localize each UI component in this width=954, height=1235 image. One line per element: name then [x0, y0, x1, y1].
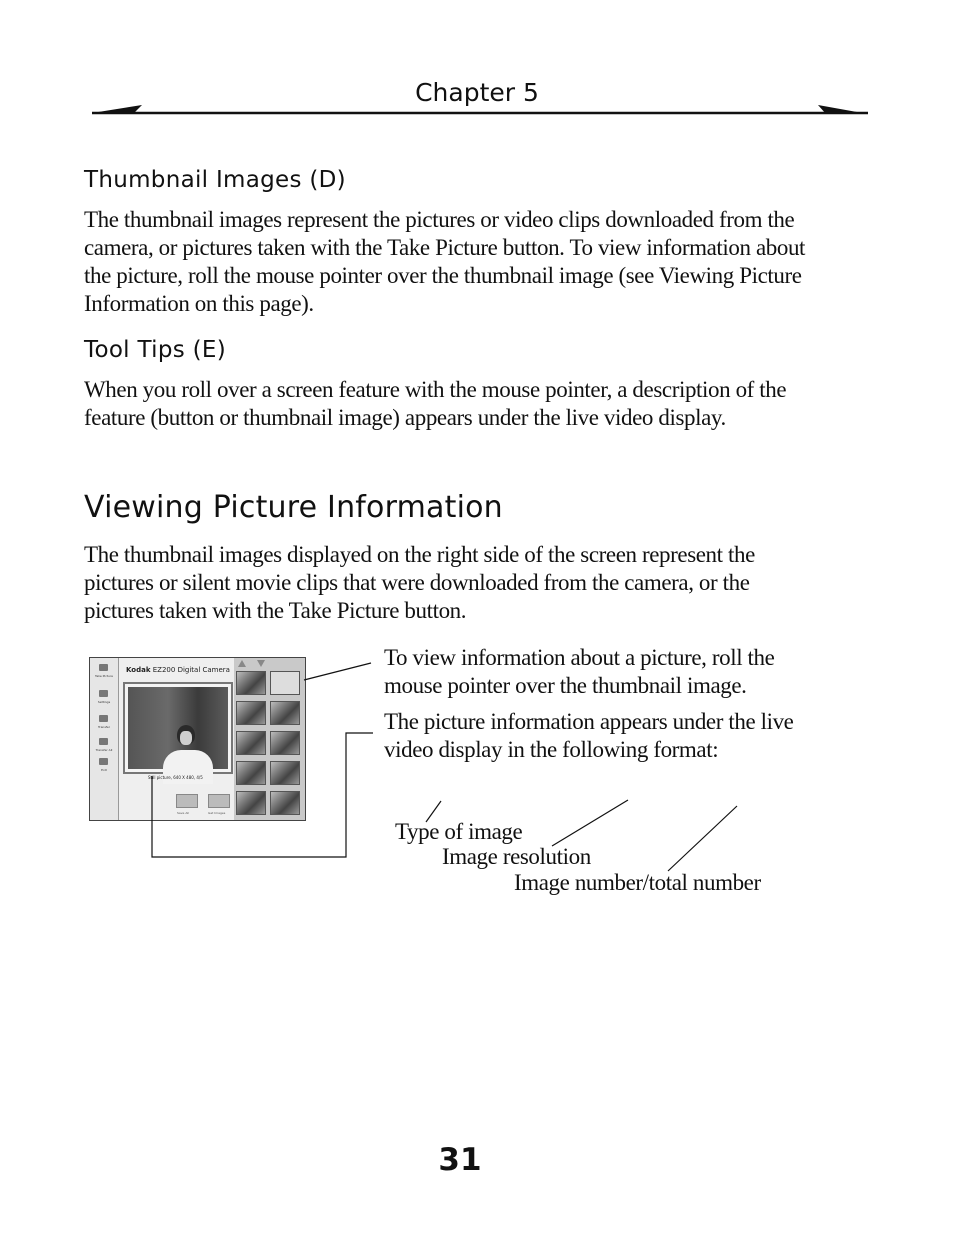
chapter-title: Chapter 5: [415, 78, 539, 107]
callout-line: video display in the following format:: [384, 737, 719, 762]
body-line: feature (button or thumbnail image) appears under the live video display.: [84, 405, 726, 430]
brand-name: Kodak: [126, 666, 151, 674]
format-label-number: Image number/total number: [514, 870, 761, 895]
callout-line: The picture information appears under the live: [384, 709, 794, 734]
picture-info-line: Still picture, 640 X 480, 4/5: [148, 775, 203, 780]
body-line: The thumbnail images displayed on the right side of the screen represent the: [84, 542, 755, 567]
sidebar-label: Transfer All: [95, 748, 113, 752]
callout-line: To view information about a picture, roll the: [384, 645, 775, 670]
sidebar-label: Exit: [101, 768, 107, 772]
body-line: The thumbnail images represent the pictures or video clips downloaded from the: [84, 207, 795, 232]
product-name: Digital Camera: [177, 666, 230, 674]
save-all-label: Save All: [177, 811, 190, 815]
section-heading-tool-tips: Tool Tips (E): [84, 337, 226, 363]
body-line: camera, or pictures taken with the Take Picture button. To view information about: [84, 235, 806, 260]
callout-roll-over: [384, 644, 854, 700]
sidebar-label: Take Picture: [95, 674, 113, 678]
section-heading-viewing-picture-information: Viewing Picture Information: [84, 490, 503, 525]
body-line: When you roll over a screen feature with the mouse pointer, a description of the: [84, 377, 787, 402]
model-name: EZ200: [152, 666, 176, 674]
sidebar-label: Settings: [97, 700, 111, 704]
format-label-resolution: Image resolution: [442, 844, 591, 869]
page-number: 31: [438, 1142, 482, 1178]
body-line: pictures or silent movie clips that were downloaded from the camera, or the: [84, 570, 750, 595]
sidebar-label: Transfer: [97, 725, 111, 729]
body-line: Information on this page).: [84, 291, 314, 316]
body-line: the picture, roll the mouse pointer over the thumbnail image (see Viewing Picture: [84, 263, 802, 288]
callout-format: [384, 708, 854, 764]
body-line: pictures taken with the Take Picture button.: [84, 598, 467, 623]
get-images-label: Get Images: [208, 811, 226, 815]
callout-line: mouse pointer over the thumbnail image.: [384, 673, 747, 698]
format-label-type: Type of image: [395, 819, 523, 844]
section-heading-thumbnail-images: Thumbnail Images (D): [84, 167, 346, 193]
